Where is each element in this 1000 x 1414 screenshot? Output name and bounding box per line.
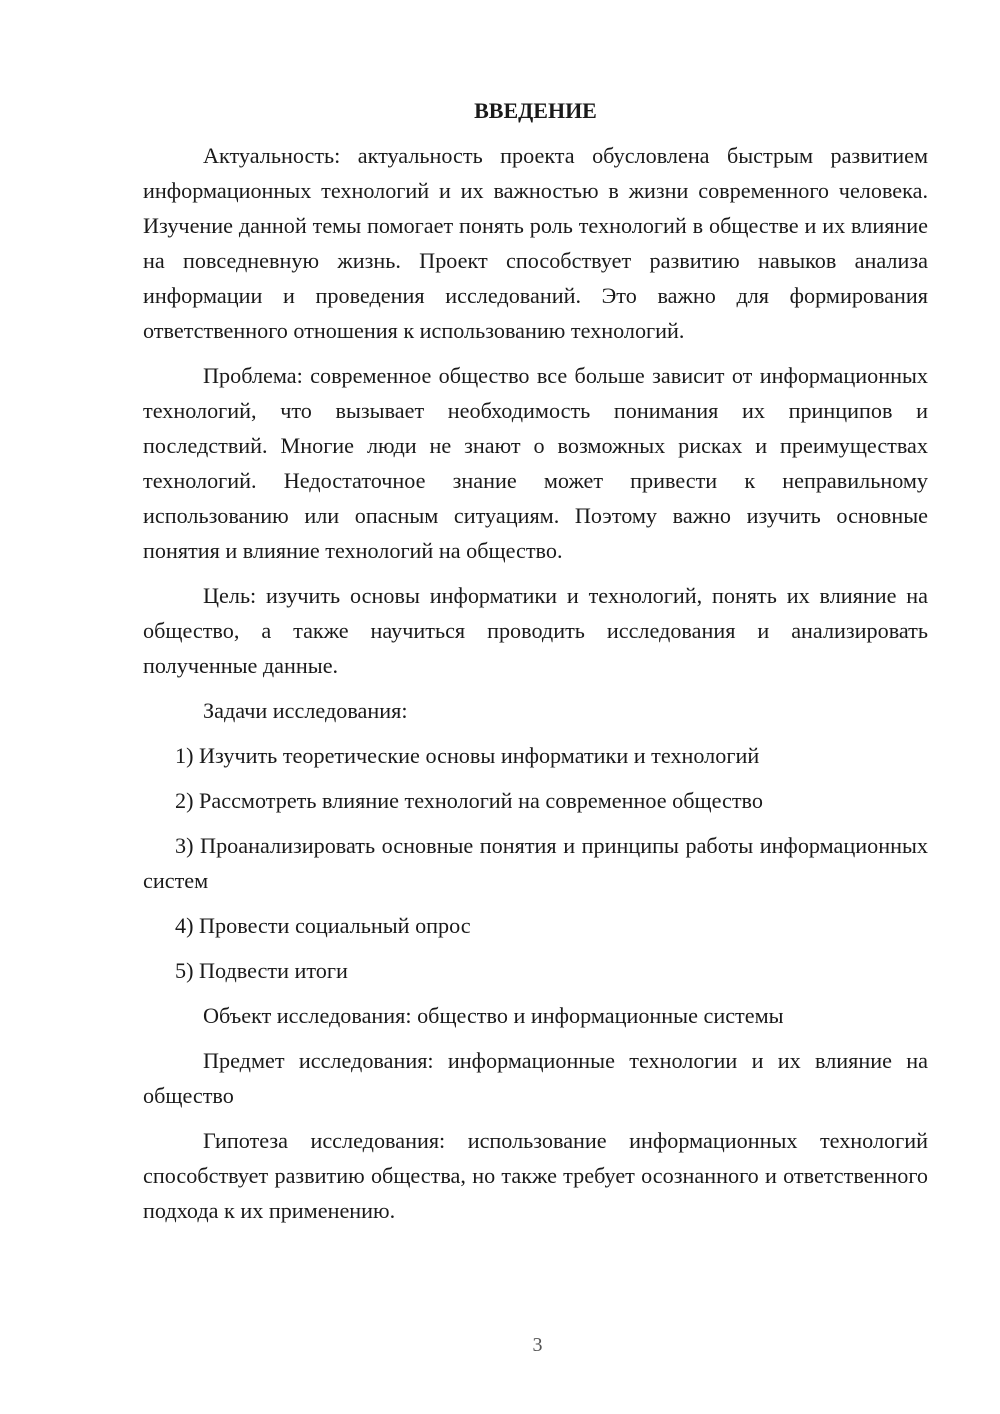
task-item: 1) Изучить теоретические основы информатики и технологий bbox=[175, 743, 760, 768]
problem-paragraph: Проблема: современное общество все больше зависит от информационных технологий, что вызывает необходимость понимания их принципов и последствий. Многие люди не знают о возможных рисках и преимуществах технологий. Недостаточное знание может привести к неправильному использованию или опасным ситуациям. Поэтому важно изучить основные понятия и влияние технологий на общество. bbox=[143, 363, 928, 563]
hypothesis-paragraph: Гипотеза исследования: использование информационных технологий способствует развитию общества, но также требует осознанного и ответственного подхода к их применению. bbox=[143, 1128, 928, 1223]
goal-paragraph: Цель: изучить основы информатики и технологий, понять их влияние на общество, а также научиться проводить исследования и анализировать полученные данные. bbox=[143, 583, 928, 678]
task-item: 5) Подвести итоги bbox=[175, 958, 348, 983]
task-item: 2) Рассмотреть влияние технологий на современное общество bbox=[175, 788, 763, 813]
task-item: 4) Провести социальный опрос bbox=[175, 913, 471, 938]
page-number: 3 bbox=[532, 1334, 543, 1356]
relevance-paragraph: Актуальность: актуальность проекта обусловлена быстрым развитием информационных технологий и их важностью в жизни современного человека. Изучение данной темы помогает понять роль технологий в обществе и их влияние на повседневную жизнь. Проект способствует развитию навыков анализа информации и проведения исследований. Это важно для формирования ответственного отношения к использованию технологий. bbox=[143, 143, 928, 343]
subject-paragraph: Предмет исследования: информационные технологии и их влияние на общество bbox=[143, 1048, 928, 1108]
tasks-title: Задачи исследования: bbox=[203, 698, 408, 723]
task-item: 3) Проанализировать основные понятия и принципы работы информационных систем bbox=[143, 833, 928, 893]
document-body bbox=[143, 96, 928, 1238]
object-paragraph: Объект исследования: общество и информационные системы bbox=[203, 1003, 784, 1028]
section-heading: ВВЕДЕНИЕ bbox=[474, 98, 597, 123]
